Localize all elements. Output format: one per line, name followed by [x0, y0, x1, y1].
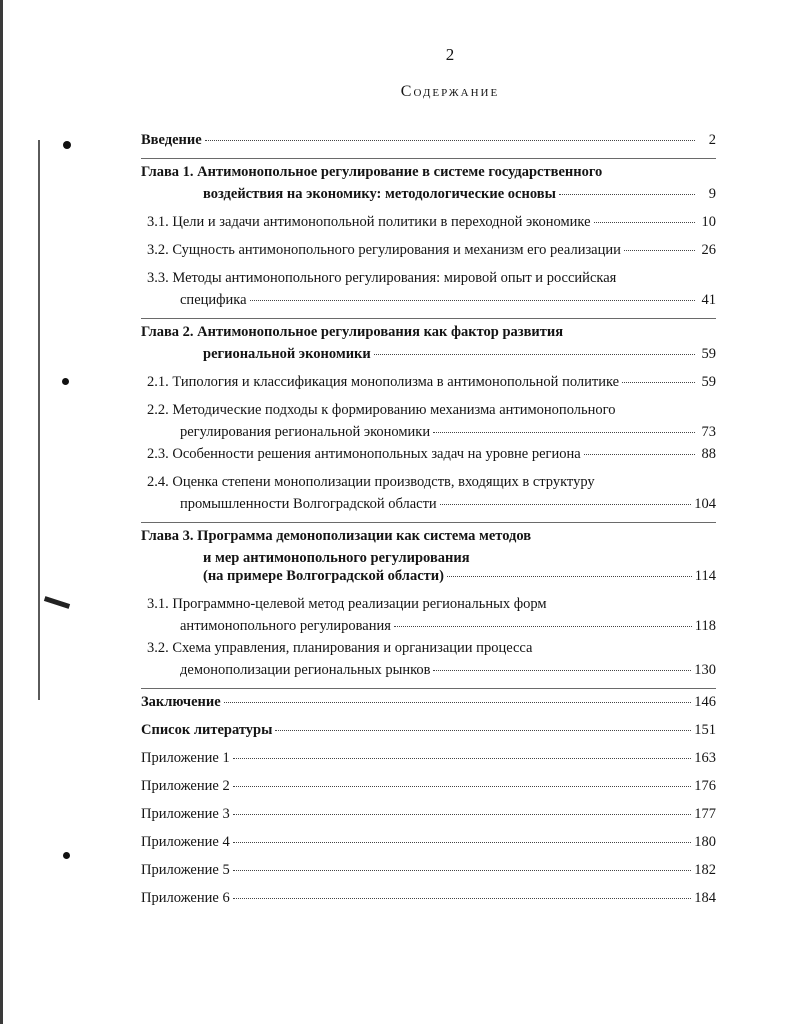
toc-num: 3.2.	[147, 242, 169, 258]
toc-page: 177	[694, 806, 716, 822]
toc-entry-section[interactable]	[141, 214, 716, 236]
toc-label: Схема управления, планирования и организации процесса	[172, 640, 533, 656]
toc-entry-appendix[interactable]	[141, 834, 716, 856]
toc-label: Приложение 5	[141, 862, 230, 878]
toc-page: 180	[694, 834, 716, 850]
toc-entry-appendix[interactable]	[141, 806, 716, 828]
toc-entry-section[interactable]	[141, 596, 716, 640]
punch-hole-dot	[62, 378, 69, 385]
toc-page: 41	[701, 292, 716, 308]
toc-page: 73	[701, 424, 716, 440]
toc-num: 3.1.	[147, 596, 169, 612]
page-number: 2	[445, 45, 455, 64]
toc-label-cont: антимонопольного регулирования	[180, 618, 391, 634]
toc-entry-section[interactable]	[141, 474, 716, 518]
toc-entry-appendix[interactable]	[141, 862, 716, 884]
divider	[141, 522, 716, 523]
toc-label: Глава 1. Антимонопольное регулирование в системе государственного	[141, 164, 603, 180]
toc-label-cont: и мер антимонопольного регулирования	[203, 550, 470, 566]
toc-num: 3.1.	[147, 214, 169, 230]
toc-entry-chapter-2[interactable]	[141, 324, 716, 368]
toc-entry-appendix[interactable]	[141, 890, 716, 912]
toc-label-cont: демонополизации региональных рынков	[180, 662, 431, 678]
toc-label-cont: (на примере Волгоградской области)	[203, 568, 444, 584]
toc-num: 2.1.	[147, 374, 169, 390]
toc-page: 26	[701, 242, 716, 258]
toc-entry-literature[interactable]	[141, 722, 716, 744]
toc-entry-section[interactable]	[141, 402, 716, 446]
toc-entry-intro[interactable]	[141, 132, 716, 154]
toc-page: 59	[701, 374, 716, 390]
toc-entry-chapter-1[interactable]	[141, 164, 716, 208]
toc-page: 146	[694, 694, 716, 710]
toc-entry-section[interactable]	[141, 446, 716, 468]
toc-label-cont: региональной экономики	[203, 346, 371, 362]
divider	[141, 688, 716, 689]
toc-label: Программно-целевой метод реализации региональных форм	[172, 596, 547, 612]
toc-num: 2.2.	[147, 402, 169, 418]
toc-label-cont: промышленности Волгоградской области	[180, 496, 437, 512]
toc-page: 163	[694, 750, 716, 766]
toc-entry-section[interactable]	[141, 374, 716, 396]
toc-entry-conclusion[interactable]	[141, 694, 716, 716]
toc-label-cont: регулирования региональной экономики	[180, 424, 431, 440]
toc-label: Методические подходы к формированию механизма антимонопольного	[172, 402, 616, 418]
toc-page: 151	[694, 722, 716, 738]
toc-label: Список литературы	[141, 722, 273, 738]
toc-num: 3.2.	[147, 640, 169, 656]
toc-num: 3.3.	[147, 270, 169, 286]
toc-label: Приложение 2	[141, 778, 230, 794]
toc-entry-chapter-3[interactable]	[141, 528, 716, 590]
scan-artifact-mark	[44, 596, 70, 609]
toc-label: Глава 2. Антимонопольное регулирования как фактор развития	[141, 324, 564, 340]
toc-entry-section[interactable]	[141, 270, 716, 314]
toc-page: 104	[694, 496, 716, 512]
toc-page: 9	[708, 186, 716, 202]
toc-page: 88	[701, 446, 716, 462]
punch-hole-dot	[63, 852, 70, 859]
toc-page: 10	[701, 214, 716, 230]
toc-label-cont: воздействия на экономику: методологические основы	[203, 186, 556, 202]
toc-num: 2.3.	[147, 446, 169, 462]
toc-page: 59	[701, 346, 716, 362]
table-of-contents	[141, 132, 716, 912]
toc-label: Типология и классификация монополизма в антимонопольной политике	[172, 374, 620, 390]
toc-label-cont: специфика	[180, 292, 247, 308]
divider	[141, 158, 716, 159]
toc-num: 2.4.	[147, 474, 169, 490]
toc-entry-appendix[interactable]	[141, 778, 716, 800]
toc-label: Заключение	[141, 694, 221, 710]
toc-page: 130	[694, 662, 716, 678]
toc-page: 114	[694, 568, 716, 584]
page-title: Содержание	[400, 83, 500, 100]
toc-label: Глава 3. Программа демонополизации как система методов	[141, 528, 532, 544]
toc-page: 118	[694, 618, 716, 634]
toc-label: Сущность антимонопольного регулирования и механизм его реализации	[172, 242, 621, 258]
divider	[141, 318, 716, 319]
toc-label: Цели и задачи антимонопольной политики в переходной экономике	[172, 214, 591, 230]
scan-artifact-line	[38, 140, 40, 700]
toc-page: 176	[694, 778, 716, 794]
toc-page: 2	[708, 132, 716, 148]
toc-label: Методы антимонопольного регулирования: мировой опыт и российская	[172, 270, 617, 286]
toc-label: Приложение 4	[141, 834, 230, 850]
toc-entry-appendix[interactable]	[141, 750, 716, 772]
toc-entry-section[interactable]	[141, 242, 716, 264]
toc-page: 182	[694, 862, 716, 878]
toc-label: Приложение 1	[141, 750, 230, 766]
toc-label: Особенности решения антимонопольных задач на уровне региона	[172, 446, 581, 462]
toc-label: Введение	[141, 132, 202, 148]
punch-hole-dot	[63, 141, 71, 149]
toc-page: 184	[694, 890, 716, 906]
toc-label: Оценка степени монополизации производств, входящих в структуру	[172, 474, 595, 490]
toc-entry-section[interactable]	[141, 640, 716, 684]
toc-label: Приложение 3	[141, 806, 230, 822]
toc-label: Приложение 6	[141, 890, 230, 906]
scan-left-edge	[0, 0, 3, 1024]
